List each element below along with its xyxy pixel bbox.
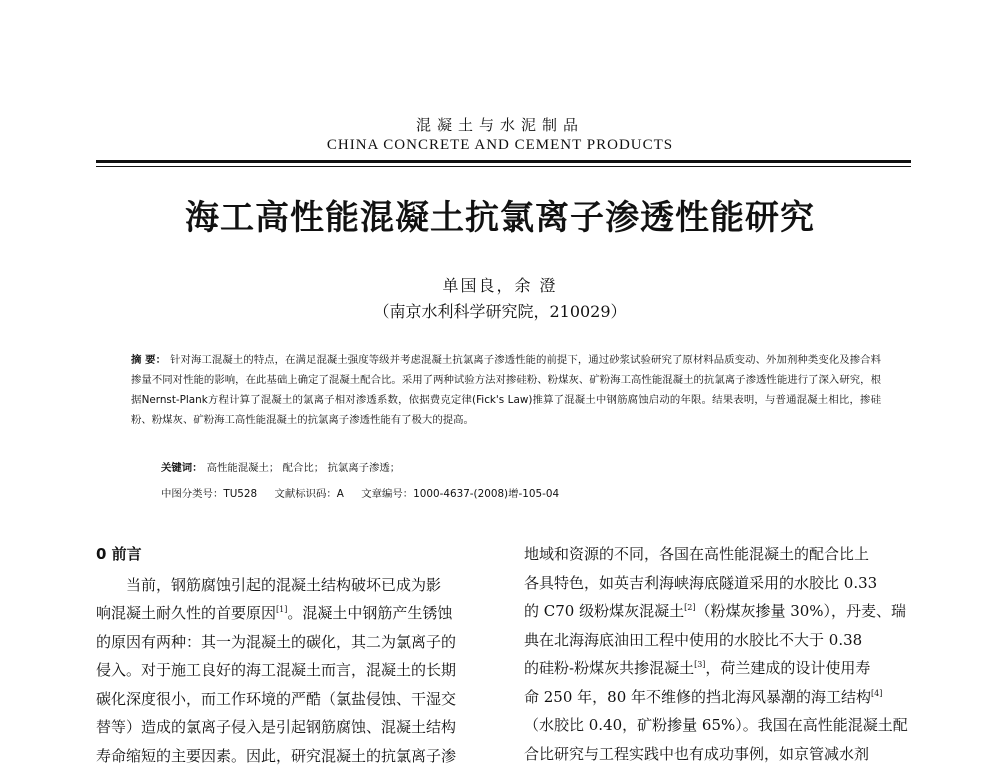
body-line: 的原因有两种：其一为混凝土的碳化，其二为氯离子的 xyxy=(96,628,488,657)
body-line: 命 250 年，80 年不维修的挡北海风暴潮的海工结构[4] xyxy=(524,683,916,712)
citation-ref: [3] xyxy=(694,660,705,669)
header-rule-thick xyxy=(96,160,911,163)
abstract-label: 摘 要： xyxy=(131,354,166,366)
body-line: 碳化深度很小，而工作环境的严酷（氯盐侵蚀、干湿交 xyxy=(96,685,488,714)
body-line: 寿命缩短的主要因素。因此，研究混凝土的抗氯离子渗 xyxy=(96,742,488,770)
body-line: 替等）造成的氯离子侵入是引起钢筋腐蚀、混凝土结构 xyxy=(96,713,488,742)
body-line: 的 C70 级粉煤灰混凝土[2]（粉煤灰掺量 30%），丹麦、瑞 xyxy=(524,597,916,626)
body-line: （水胶比 0.40，矿粉掺量 65%）。我国在高性能混凝土配 xyxy=(524,711,916,740)
citation-ref: [4] xyxy=(871,689,882,698)
article-authors: 单国良，余 澄 xyxy=(0,273,1000,296)
body-line: 典在北海海底油田工程中使用的水胶比不大于 0.38 xyxy=(524,626,916,655)
citation-ref: [1] xyxy=(276,605,287,614)
journal-name-en: CHINA CONCRETE AND CEMENT PRODUCTS xyxy=(0,137,1000,154)
keywords-text: 高性能混凝土； 配合比； 抗氯离子渗透； xyxy=(207,462,401,474)
article-affiliation: （南京水利科学研究院，210029） xyxy=(0,299,1000,322)
body-column-left xyxy=(96,540,488,770)
body-line: 各具特色，如英吉利海峡海底隧道采用的水胶比 0.33 xyxy=(524,569,916,598)
body-line: 侵入。对于施工良好的海工混凝土而言，混凝土的长期 xyxy=(96,656,488,685)
body-line: 当前，钢筋腐蚀引起的混凝土结构破坏已成为影 xyxy=(96,571,488,600)
body-line: 的硅粉-粉煤灰共掺混凝土[3]，荷兰建成的设计使用寿 xyxy=(524,654,916,683)
clc-number: 中图分类号：TU528 xyxy=(161,488,257,500)
classification-line xyxy=(161,485,573,500)
section-heading: 0 前言 xyxy=(96,540,488,569)
keywords xyxy=(161,459,400,474)
body-line: 响混凝土耐久性的首要原因[1]。混凝土中钢筋产生锈蚀 xyxy=(96,599,488,628)
body-column-right xyxy=(524,540,916,768)
body-line: 地域和资源的不同，各国在高性能混凝土的配合比上 xyxy=(524,540,916,569)
article-number: 文章编号：1000-4637-(2008)增-105-04 xyxy=(361,488,559,500)
abstract xyxy=(131,350,881,430)
document-code: 文献标识码：A xyxy=(274,488,343,500)
body-line: 合比研究与工程实践中也有成功事例，如京管减水剂 xyxy=(524,740,916,769)
header-rule-thin xyxy=(96,166,911,167)
article-title: 海工高性能混凝土抗氯离子渗透性能研究 xyxy=(0,190,1000,239)
keywords-label: 关键词： xyxy=(161,462,203,474)
citation-ref: [2] xyxy=(684,603,695,612)
abstract-text: 针对海工混凝土的特点，在满足混凝土强度等级并考虑混凝土抗氯离子渗透性能的前提下，通过砂浆试验研究了原材料品质变动、外加剂种类变化及掺合料掺量不同对性能的影响，在此基础上确定了混凝土配合比。采用了两种试验方法对掺硅粉、粉煤灰、矿粉海工高性能混凝土的抗氯离子渗透性能进行了深入研究，根据Nernst-Plank方程计算了混凝土的氯离子相对渗透系数，依据费克定律(Fick's Law)推算了混凝土中钢筋腐蚀启动的年限。结果表明，与普通混凝土相比，掺硅粉、粉煤灰、矿粉海工高性能混凝土的抗氯离子渗透性能有了极大的提高。 xyxy=(131,354,881,426)
journal-name-cn: 混凝土与水泥制品 xyxy=(0,114,1000,135)
